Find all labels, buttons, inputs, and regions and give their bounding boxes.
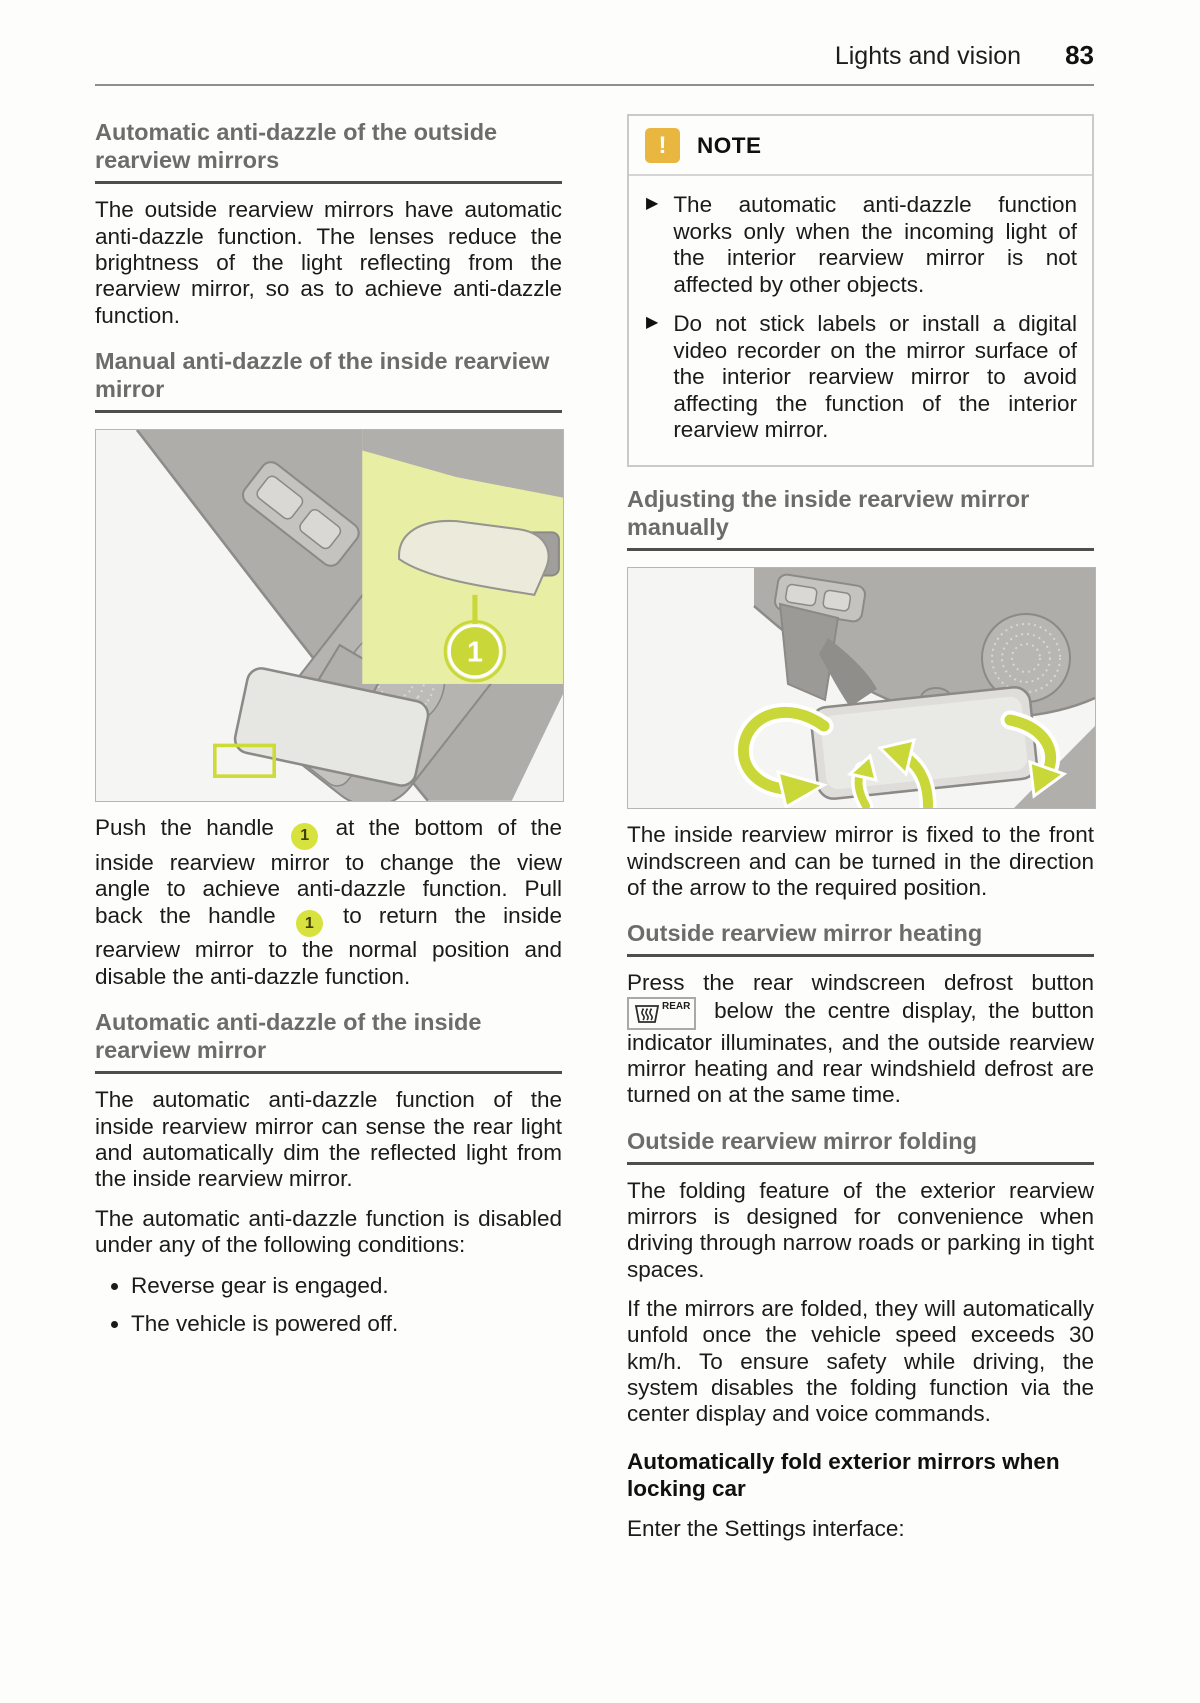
note-box-body bbox=[629, 176, 1092, 465]
left-column bbox=[95, 112, 562, 1548]
two-column-layout bbox=[95, 112, 1094, 1548]
disabled-conditions-list bbox=[95, 1272, 562, 1337]
defrost-glyph bbox=[632, 1001, 662, 1027]
right-column bbox=[627, 112, 1094, 1548]
para-adjust-mirror: The inside rearview mirror is fixed to the front windscreen and can be turned in the direction of the arrow to the required position. bbox=[627, 822, 1094, 900]
note-item-text: The automatic anti-dazzle function works only when the incoming light of the interior rearview mirror is not affected by other objects. bbox=[673, 192, 1077, 297]
rear-label: REAR bbox=[662, 1000, 691, 1012]
warning-exclamation-icon: ! bbox=[645, 128, 680, 163]
para-inside-auto-antidazzle: The automatic anti-dazzle function of the inside rearview mirror can sense the rear light and automatically dim the reflected light from the inside rearview mirror. bbox=[95, 1087, 562, 1192]
rear-defrost-button-icon bbox=[627, 997, 696, 1030]
para-folding-1: The folding feature of the exterior rearview mirrors is designed for convenience when driving through narrow roads or parking in tight spaces. bbox=[627, 1177, 1094, 1282]
para-push-part1: Push the handle bbox=[95, 815, 274, 841]
page-header bbox=[95, 40, 1094, 86]
callout-1-badge: 1 bbox=[296, 910, 323, 937]
mirror-adjust-illustration bbox=[627, 567, 1096, 809]
page-number: 83 bbox=[1065, 40, 1094, 70]
note-box-header bbox=[629, 116, 1092, 176]
list-item: • The vehicle is powered off. bbox=[131, 1310, 562, 1337]
para-heating-part1: Press the rear windscreen defrost button bbox=[627, 970, 1094, 996]
callout-1-label: 1 bbox=[466, 636, 483, 669]
para-outside-auto-antidazzle: The outside rearview mirrors have automatic anti-dazzle function. The lenses reduce the brightness of the light reflecting from the rearview mirror, so as to achieve anti-dazzle function. bbox=[95, 197, 562, 328]
para-heating-part2: below the centre display, the button indicator illuminates, and the outside rearview mirror heating and rear windshield defrost are turned on at the same time. bbox=[627, 997, 1094, 1108]
mirror-handle-illustration bbox=[95, 429, 564, 802]
para-enter-settings: Enter the Settings interface: bbox=[627, 1515, 905, 1541]
para-push-part2: at the bottom of the inside rearview mirror to change the view angle to achieve anti-dazzle function. Pull back the handle bbox=[95, 815, 562, 928]
figure-adjust-mirror bbox=[627, 567, 1094, 809]
note-box bbox=[627, 114, 1094, 467]
para-disabled-conditions: The automatic anti-dazzle function is disabled under any of the following conditions: bbox=[95, 1205, 562, 1257]
para-push-handle bbox=[95, 815, 562, 990]
heading-mirror-heating: Outside rearview mirror heating bbox=[627, 919, 1094, 957]
list-item: • Reverse gear is engaged. bbox=[131, 1272, 562, 1299]
chapter-title: Lights and vision bbox=[834, 42, 1022, 70]
para-push-part3: to return the inside rearview mirror to the normal position and disable the anti-dazzle function. bbox=[95, 902, 562, 989]
note-item bbox=[646, 192, 1077, 298]
note-item bbox=[646, 311, 1077, 444]
heading-mirror-folding: Outside rearview mirror folding bbox=[627, 1127, 1094, 1165]
heading-inside-auto-antidazzle: Automatic anti-dazzle of the inside rearview mirror bbox=[95, 1008, 562, 1074]
para-mirror-heating bbox=[627, 970, 1094, 1108]
triangle-bullet-icon: ▶ bbox=[646, 195, 659, 212]
para-folding-2: If the mirrors are folded, they will automatically unfold once the vehicle speed exceeds 30 km/h. To ensure safety while driving, the system disables the folding function via the center display and voice commands. bbox=[627, 1296, 1094, 1427]
triangle-bullet-icon: ▶ bbox=[646, 314, 659, 332]
subheading-autofold-locking: Automatically fold exterior mirrors when locking car bbox=[627, 1448, 1060, 1502]
zoom-inset bbox=[362, 430, 563, 684]
heading-outside-auto-antidazzle: Automatic anti-dazzle of the outside rearview mirrors bbox=[95, 118, 562, 184]
heading-manual-inside-antidazzle: Manual anti-dazzle of the inside rearview mirror bbox=[95, 347, 562, 413]
callout-1-badge: 1 bbox=[291, 823, 318, 850]
note-title: NOTE bbox=[697, 132, 762, 158]
heading-adjust-manually: Adjusting the inside rearview mirror manually bbox=[627, 485, 1094, 551]
figure-manual-antidazzle bbox=[95, 429, 562, 802]
note-item-text: Do not stick labels or install a digital video recorder on the mirror surface of the interior rearview mirror to avoid affecting the function of the interior rearview mirror. bbox=[673, 311, 1077, 443]
